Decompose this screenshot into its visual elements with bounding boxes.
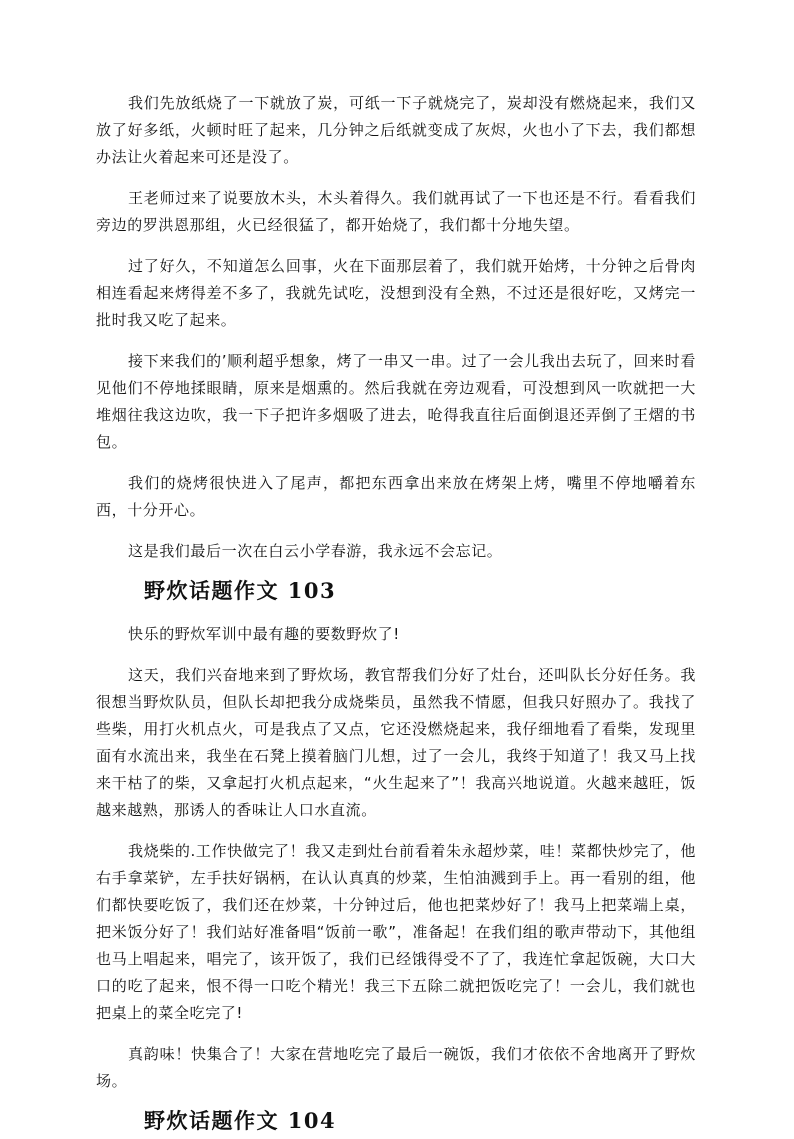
- paragraph: 王老师过来了说要放木头，木头着得久。我们就再试了一下也还是不行。看看我们旁边的罗洪恩那组，火已经很猛了，都开始烧了，我们都十分地失望。: [96, 189, 696, 234]
- paragraph: 这是我们最后一次在白云小学春游，我永远不会忘记。: [128, 542, 503, 560]
- section-title: 野炊话题作文 104: [144, 1108, 337, 1133]
- paragraph: 真韵味！快集合了！大家在营地吃完了最后一碗饭，我们才依依不舍地离开了野炊场。: [96, 1045, 696, 1090]
- paragraph: 我们先放纸烧了一下就放了炭，可纸一下子就烧完了，炭却没有燃烧起来，我们又放了好多纸，火顿时旺了起来，几分钟之后纸就变成了灰烬，火也小了下去，我们都想办法让火着起来可还是没了。: [96, 94, 696, 166]
- document-page: [96, 90, 696, 1139]
- paragraph: 我们的烧烤很快进入了尾声，都把东西拿出来放在烤架上烤，嘴里不停地嚼着东西，十分开心。: [96, 474, 696, 519]
- paragraph: 我烧柴的.工作快做完了！我又走到灶台前看着朱永超炒菜，哇！菜都快炒完了，他右手拿菜铲，左手扶好锅柄，在认认真真的炒菜，生怕油溅到手上。再一看别的组，他们都快要吃饭了，我们还在炒菜，十分钟过后，他也把菜炒好了！我马上把菜端上桌，把米饭分好了！我们站好准备唱“饭前一歌”，准备起！在我们组的歌声带动下，其他组也马上唱起来，唱完了，该开饭了，我们已经饿得受不了了，我连忙拿起饭碗，大口大口的吃了起来，恨不得一口吃个精光！我三下五除二就把饭吃完了！一会儿，我们就也把桌上的菜全吃完了!: [96, 842, 696, 1022]
- paragraph: 接下来我们的’顺利超乎想象，烤了一串又一串。过了一会儿我出去玩了，回来时看见他们不停地揉眼睛，原来是烟熏的。然后我就在旁边观看，可没想到风一吹就把一大堆烟往我这边吹，我一下子把许多烟吸了进去，呛得我直往后面倒退还弄倒了王熠的书包。: [96, 352, 696, 451]
- section-title: 野炊话题作文 103: [144, 578, 337, 603]
- paragraph: 快乐的野炊军训中最有趣的要数野炊了!: [128, 625, 400, 643]
- paragraph: 这天，我们兴奋地来到了野炊场，教官帮我们分好了灶台，还叫队长分好任务。我很想当野炊队员，但队长却把我分成烧柴员，虽然我不情愿，但我只好照办了。我找了些柴，用打火机点火，可是我点了又点，它还没燃烧起来，我仔细地看了看柴，发现里面有水流出来，我坐在石凳上摸着脑门儿想，过了一会儿，我终于知道了！我又马上找来干枯了的柴，又拿起打火机点起来，“火生起来了”！我高兴地说道。火越来越旺，饭越来越熟，那诱人的香味让人口水直流。: [96, 666, 696, 819]
- paragraph: 过了好久，不知道怎么回事，火在下面那层着了，我们就开始烤，十分钟之后骨肉相连看起来烤得差不多了，我就先试吃，没想到没有全熟，不过还是很好吃，又烤完一批时我又吃了起来。: [96, 257, 696, 329]
